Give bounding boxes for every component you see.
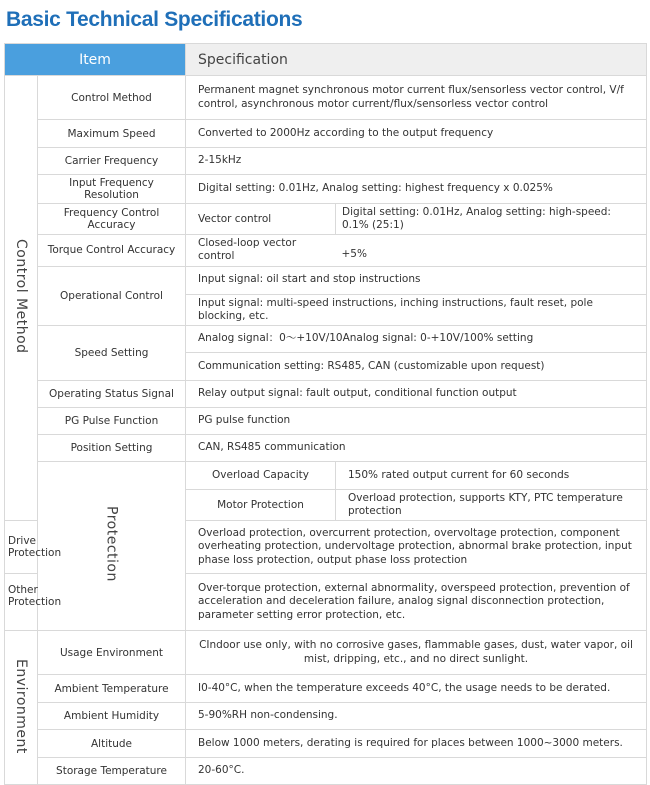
- row-spec: Digital setting: 0.01Hz, Analog setting: highest frequency x 0.025%: [186, 175, 647, 204]
- group-label: Control Method: [13, 239, 29, 354]
- row-spec: Communication setting: RS485, CAN (customizable upon request): [186, 352, 647, 380]
- row-item: Altitude: [38, 730, 186, 758]
- header-specification: Specification: [186, 44, 647, 76]
- table-row: [5, 758, 647, 785]
- row-spec: Below 1000 meters, derating is required for places between 1000~3000 meters.: [186, 730, 647, 758]
- row-item: Position Setting: [38, 434, 186, 461]
- table-row: [5, 325, 647, 352]
- row-spec: CIndoor use only, with no corrosive gases, flammable gases, dust, water vapor, oil mist, dripping, etc., and no direct sunlight.: [186, 631, 647, 675]
- table-row: [5, 175, 647, 204]
- table-row: [5, 434, 647, 461]
- group-environment: [5, 631, 38, 785]
- row-item: Motor Protection: [186, 489, 336, 520]
- row-spec: Converted to 2000Hz according to the output frequency: [186, 120, 647, 148]
- table-header-row: [5, 44, 647, 76]
- table-row: [5, 380, 647, 407]
- row-item: Usage Environment: [38, 631, 186, 675]
- row-spec: Input signal: oil start and stop instructions: [186, 266, 647, 294]
- row-spec-b: +5%: [336, 235, 647, 266]
- table-row: [5, 235, 647, 266]
- table-row: [5, 148, 647, 175]
- row-spec: Overload protection, supports KTY, PTC temperature protection: [336, 489, 647, 520]
- row-item: PG Pulse Function: [38, 407, 186, 434]
- row-item: Control Method: [38, 76, 186, 120]
- row-spec-b: Digital setting: 0.01Hz, Analog setting: high-speed: 0.1% (25:1): [336, 204, 647, 235]
- row-spec: Over-torque protection, external abnormality, overspeed protection, prevention of acceleration and deceleration failure, analog signal disconnection protection, parameter setting error protection, etc.: [186, 574, 647, 631]
- row-item: Speed Setting: [38, 325, 186, 380]
- group-label: Protection: [103, 506, 120, 583]
- row-item: Drive Protection: [5, 521, 38, 574]
- table-row: [5, 675, 647, 703]
- row-item: Storage Temperature: [38, 758, 186, 785]
- row-spec: 5-90%RH non-condensing.: [186, 703, 647, 730]
- table-row: [5, 461, 647, 489]
- row-item: Frequency Control Accuracy: [38, 204, 186, 235]
- table-row: [5, 204, 647, 235]
- table-row: [5, 407, 647, 434]
- row-spec: Permanent magnet synchronous motor current flux/sensorless vector control, V/f control, asynchronous motor current/flux/sensorless vector control: [186, 76, 647, 120]
- row-spec: Analog signal：0～+10V/10Analog signal: 0-+10V/100% setting: [186, 325, 647, 352]
- row-item: Operating Status Signal: [38, 380, 186, 407]
- group-label: Environment: [13, 658, 29, 754]
- row-item: Carrier Frequency: [38, 148, 186, 175]
- row-spec: 150% rated output current for 60 seconds: [336, 461, 647, 489]
- row-item: Overload Capacity: [186, 461, 336, 489]
- row-spec: 20-60°C.: [186, 758, 647, 785]
- row-item: Torque Control Accuracy: [38, 235, 186, 266]
- row-item: Maximum Speed: [38, 120, 186, 148]
- row-spec: 2-15kHz: [186, 148, 647, 175]
- row-spec: PG pulse function: [186, 407, 647, 434]
- row-spec: CAN, RS485 communication: [186, 434, 647, 461]
- row-item: Ambient Temperature: [38, 675, 186, 703]
- row-spec: I0-40°C, when the temperature exceeds 40°C, the usage needs to be derated.: [186, 675, 647, 703]
- header-item: Item: [5, 44, 186, 76]
- group-control-method: [5, 76, 38, 521]
- row-item: Other Protection: [5, 574, 38, 631]
- row-item: Operational Control: [38, 266, 186, 325]
- row-item: Ambient Humidity: [38, 703, 186, 730]
- table-row: [5, 76, 647, 120]
- table-row: [5, 266, 647, 294]
- page-title: Basic Technical Specifications: [6, 8, 303, 31]
- row-spec: Relay output signal: fault output, conditional function output: [186, 380, 647, 407]
- row-spec: Overload protection, overcurrent protection, overvoltage protection, component overheating protection, undervoltage protection, abnormal brake protection, input phase loss protection, output phase loss protection: [186, 521, 647, 574]
- table-row: [5, 730, 647, 758]
- table-row: [5, 120, 647, 148]
- row-spec-a: Vector control: [186, 204, 336, 235]
- row-item: Input Frequency Resolution: [38, 175, 186, 204]
- row-spec-a: Closed-loop vector control: [186, 235, 336, 266]
- spec-table: [4, 43, 647, 785]
- table-row: [5, 703, 647, 730]
- row-spec: Input signal: multi-speed instructions, inching instructions, fault reset, pole blocking, etc.: [186, 294, 647, 325]
- table-row: [5, 631, 647, 675]
